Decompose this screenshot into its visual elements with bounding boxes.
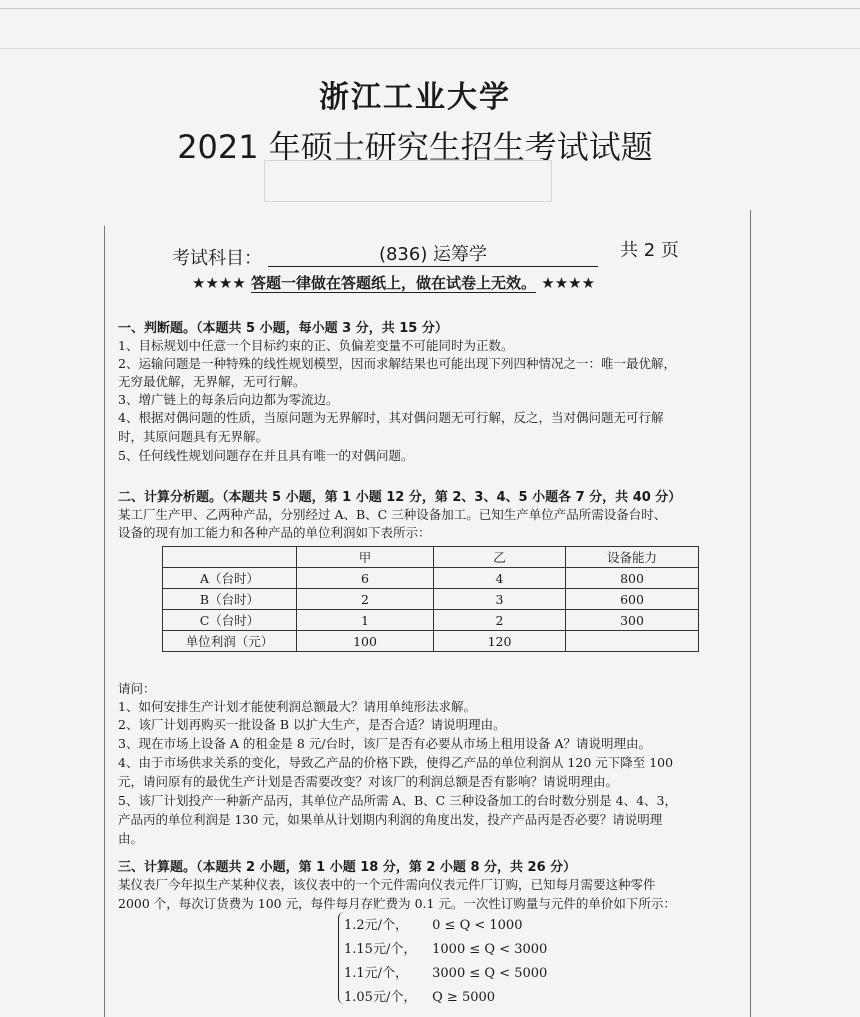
table-cell xyxy=(566,631,699,652)
notice-text: 答题一律做在答题纸上，做在试卷上无效。 xyxy=(251,274,537,292)
table-cell: 甲 xyxy=(297,547,434,568)
table-cell: 2 xyxy=(297,589,434,610)
question-line: 产品丙的单位利润是 130 元，如果单从计划期内利润的角度出发，投产产品丙是否必要？请说明理 xyxy=(118,812,663,827)
table-cell: A（台时） xyxy=(163,568,297,589)
price-row xyxy=(344,962,547,981)
table-cell: 800 xyxy=(566,568,699,589)
question-line: 元，请问原有的最优生产计划是否需要改变？对该厂的利润总额是否有影响？请说明理由。 xyxy=(118,774,619,789)
unit-price: 1.1元/个， xyxy=(344,966,409,981)
star-marks: ★★★★ xyxy=(192,274,246,292)
unit-price: 1.2元/个， xyxy=(344,918,409,933)
text-line: 2000 个，每次订货费为 100 元，每件每月存贮费为 0.1 元。一次性订购量与元件的单价如下所示： xyxy=(118,896,676,911)
quantity-range: 0 ≤ Q < 1000 xyxy=(432,918,523,933)
section-title: 三、计算题。（本题共 2 小题，第 1 小题 18 分，第 2 小题 8 分，共 26 分） xyxy=(118,860,577,875)
quantity-range: 1000 ≤ Q < 3000 xyxy=(432,942,548,957)
faded-stamp-box xyxy=(264,160,552,202)
text-line: 无穷最优解，无界解，无可行解。 xyxy=(118,374,306,389)
price-row xyxy=(344,986,495,1005)
scan-edge-line xyxy=(0,8,860,9)
price-row xyxy=(344,914,522,933)
table-row xyxy=(163,610,699,631)
question-line: 由。 xyxy=(118,831,144,846)
text-line: 请问： xyxy=(118,681,156,696)
table-header-row xyxy=(163,547,699,568)
text-line: 设备的现有加工能力和各种产品的单位利润如下表所示： xyxy=(118,525,431,540)
table-row xyxy=(163,631,699,652)
question-line: 1、如何安排生产计划才能使利润总额最大？请用单纯形法求解。 xyxy=(118,699,476,714)
table-row xyxy=(163,589,699,610)
star-marks: ★★★★ xyxy=(541,274,596,292)
table-cell: B（台时） xyxy=(163,589,297,610)
unit-price: 1.15元/个， xyxy=(344,942,417,957)
table-row xyxy=(163,568,699,589)
question-line: 2、该厂计划再购买一批设备 B 以扩大生产，是否合适？请说明理由。 xyxy=(118,717,506,732)
subject-label: 考试科目： xyxy=(172,248,262,269)
table-cell xyxy=(163,547,297,568)
text-line: 某仪表厂今年拟生产某种仪表，该仪表中的一个元件需向仪表元件厂订购，已知每月需要这种零件 xyxy=(118,877,656,892)
scan-edge-line xyxy=(0,48,860,49)
table-cell: 乙 xyxy=(434,547,566,568)
table-cell: 2 xyxy=(434,610,566,631)
table-cell: 120 xyxy=(434,631,566,652)
table-cell: 4 xyxy=(434,568,566,589)
question-line: 5、该厂计划投产一种新产品丙，其单位产品所需 A、B、C 三种设备加工的台时数分别是 4、4、3， xyxy=(118,793,678,808)
text-line: 2、运输问题是一种特殊的线性规划模型，因而求解结果也可能出现下列四种情况之一：唯一最优解， xyxy=(118,356,676,371)
answer-notice xyxy=(192,272,595,293)
table-cell: 设备能力 xyxy=(566,547,699,568)
text-line: 时，其原问题具有无界解。 xyxy=(118,429,269,444)
table-cell: 100 xyxy=(297,631,434,652)
question-line: 4、由于市场供求关系的变化，导致乙产品的价格下跌，使得乙产品的单位利润从 120 元下降至 100 xyxy=(118,755,674,770)
text-line: 某工厂生产甲、乙两种产品，分别经过 A、B、C 三种设备加工。已知生产单位产品所需设备台时、 xyxy=(118,507,667,522)
text-line: 5、任何线性规划问题存在并且具有唯一的对偶问题。 xyxy=(118,448,414,463)
page-count: 共 2 页 xyxy=(620,240,679,261)
frame-border-left xyxy=(104,226,105,1017)
quantity-range: Q ≥ 5000 xyxy=(432,990,496,1005)
university-name: 浙江工业大学 xyxy=(319,80,511,115)
quantity-range: 3000 ≤ Q < 5000 xyxy=(432,966,548,981)
section-title: 二、计算分析题。（本题共 5 小题，第 1 小题 12 分，第 2、3、4、5 小题各 7 分，共 40 分） xyxy=(118,490,682,505)
table-cell: 3 xyxy=(434,589,566,610)
data-table xyxy=(162,546,699,652)
frame-border-right xyxy=(750,210,751,1017)
exam-title: 2021 年硕士研究生招生考试试题 xyxy=(177,128,653,166)
text-line: 1、目标规划中任意一个目标约束的正、负偏差变量不可能同时为正数。 xyxy=(118,338,514,353)
table-cell: 300 xyxy=(566,610,699,631)
unit-price: 1.05元/个， xyxy=(344,990,417,1005)
subject-value: (836) 运筹学 xyxy=(268,240,598,267)
table-cell: 6 xyxy=(297,568,434,589)
table-cell: 600 xyxy=(566,589,699,610)
price-row xyxy=(344,938,547,957)
table-cell: 单位利润（元） xyxy=(163,631,297,652)
question-line: 3、现在市场上设备 A 的租金是 8 元/台时，该厂是否有必要从市场上租用设备 A？请说明理由。 xyxy=(118,736,652,751)
table-cell: C（台时） xyxy=(163,610,297,631)
text-line: 4、根据对偶问题的性质，当原问题为无界解时，其对偶问题无可行解，反之，当对偶问题无可行解 xyxy=(118,410,664,425)
table-cell: 1 xyxy=(297,610,434,631)
section-title: 一、判断题。（本题共 5 小题，每小题 3 分，共 15 分） xyxy=(118,321,448,336)
text-line: 3、增广链上的每条后向边都为零流边。 xyxy=(118,392,339,407)
